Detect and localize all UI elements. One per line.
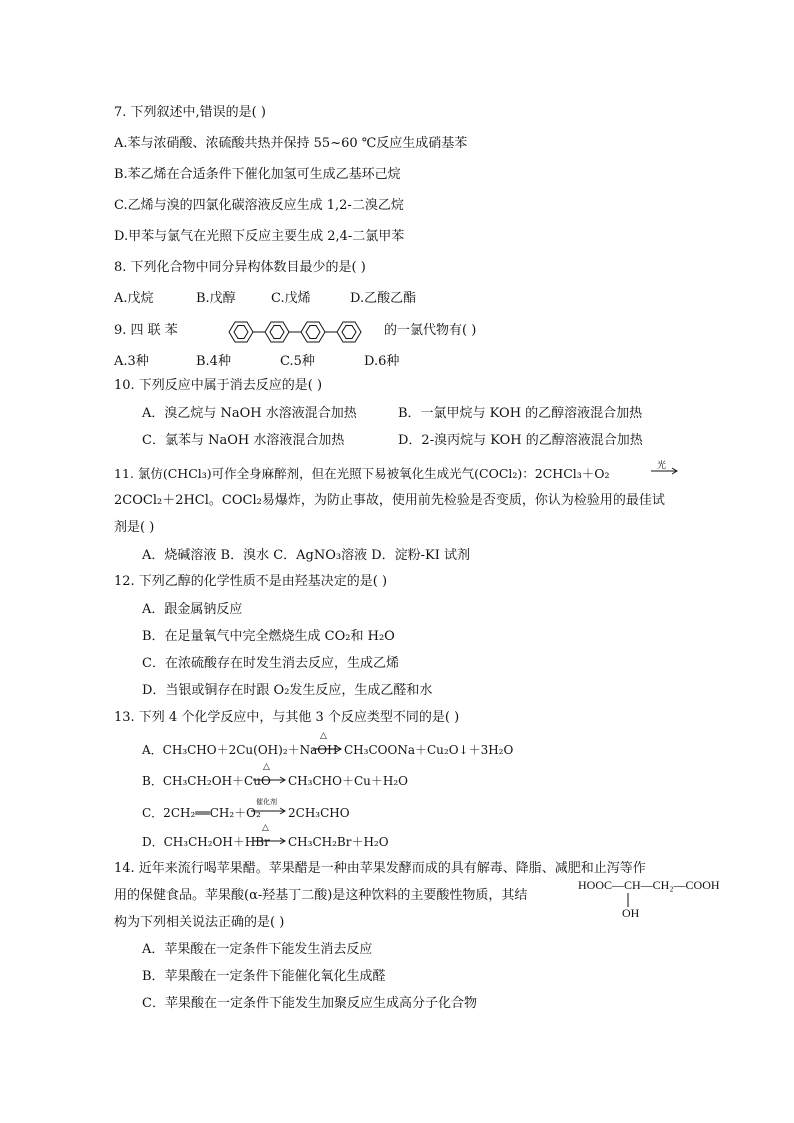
q13-option-b-products: CH₃CHO＋Cu＋H₂O <box>288 774 408 788</box>
q14-line1: 14. 近年来流行喝苹果醋。苹果醋是一种由苹果发酵而成的具有解毒、降脂、减肥和止泻等作 <box>114 861 646 876</box>
q12-stem: 12. 下列乙醇的化学性质不是由羟基决定的是( ) <box>114 574 388 589</box>
q10-option-b: B．一氯甲烷与 KOH 的乙醇溶液混合加热 <box>398 406 643 421</box>
q11-condition: 光 <box>657 461 667 471</box>
reaction-arrow-icon <box>650 466 680 476</box>
q12-option-c: C．在浓硫酸存在时发生消去反应，生成乙烯 <box>142 656 399 671</box>
q12-option-a: A．跟金属钠反应 <box>142 602 243 617</box>
q10-stem: 10. 下列反应中属于消去反应的是( ) <box>114 378 323 393</box>
q14-line2: 用的保健食品。苹果酸(α-羟基丁二酸)是这种饮料的主要酸性物质，其结 <box>114 888 528 903</box>
q13-option-b-reactants: B．CH₃CH₂OH＋CuO <box>142 774 271 788</box>
q9-option-c: C.5种 <box>280 354 315 369</box>
q11-line2: 2COCl₂＋2HCl。COCl₂易爆炸，为防止事故，使用前先检验是否变质，你认为检验用的最佳试 <box>114 493 665 508</box>
q13-stem: 13. 下列 4 个化学反应中，与其他 3 个反应类型不同的是( ) <box>114 710 460 725</box>
q13-option-a-reactants: A．CH₃CHO＋2Cu(OH)₂＋NaOH <box>142 743 338 757</box>
malic-acid-structure: HOOC—CH—CH₂—COOH <box>578 878 720 892</box>
q13-option-a-products: CH₃COONa＋Cu₂O↓＋3H₂O <box>344 743 514 757</box>
q8-option-c: C.戊烯 <box>271 291 311 306</box>
q8-option-d: D.乙酸乙酯 <box>350 291 417 306</box>
q13-option-d-reactants: D．CH₃CH₂OH＋HBr <box>142 835 270 849</box>
q13-option-c-products: 2CH₃CHO <box>288 806 350 820</box>
q8-stem: 8. 下列化合物中同分异构体数目最少的是( ) <box>114 260 366 275</box>
q7-option-d: D.甲苯与氯气在光照下反应主要生成 2,4-二氯甲苯 <box>114 229 405 244</box>
q7-option-b: B.苯乙烯在合适条件下催化加氢可生成乙基环己烷 <box>114 167 401 182</box>
reaction-arrow-icon <box>312 744 344 754</box>
q13-b-condition: △ <box>263 762 270 772</box>
q9-option-a: A.3种 <box>114 354 149 369</box>
q13-a-condition: △ <box>320 731 327 741</box>
q14-option-a: A．苹果酸在一定条件下能发生消去反应 <box>142 942 373 957</box>
q11-line3: 剂是( ) <box>114 520 155 535</box>
q9-option-b: B.4种 <box>196 354 231 369</box>
q10-option-c: C．氯苯与 NaOH 水溶液混合加热 <box>142 433 345 448</box>
reaction-arrow-icon <box>250 806 288 816</box>
q14-option-b: B．苹果酸在一定条件下能催化氧化生成醛 <box>142 969 386 984</box>
q9-option-d: D.6种 <box>364 354 400 369</box>
q11-line1: 11. 氯仿(CHCl₃)可作全身麻醉剂，但在光照下易被氧化生成光气(COCl₂)：2CHCl₃＋O₂ <box>114 466 610 481</box>
bond-line-icon <box>625 893 631 907</box>
q12-option-b: B．在足量氧气中完全燃烧生成 CO₂和 H₂O <box>142 629 395 644</box>
q9-stem-post: 的一氯代物有( ) <box>384 323 477 338</box>
q13-d-condition: △ <box>262 823 269 833</box>
reaction-arrow-icon <box>252 775 288 785</box>
q10-option-a: A．溴乙烷与 NaOH 水溶液混合加热 <box>142 406 357 421</box>
q8-option-a: A.戊烷 <box>114 291 154 306</box>
quaterphenyl-structure <box>225 318 373 346</box>
q13-option-d-products: CH₃CH₂Br＋H₂O <box>288 835 389 849</box>
q13-c-condition: 催化剂 <box>256 798 277 806</box>
q10-option-d: D．2-溴丙烷与 KOH 的乙醇溶液混合加热 <box>398 433 643 448</box>
q7-option-c: C.乙烯与溴的四氯化碳溶液反应生成 1,2-二溴乙烷 <box>114 198 404 213</box>
malic-acid-hydroxyl: OH <box>622 906 640 920</box>
reaction-arrow-icon <box>252 836 288 846</box>
q7-option-a: A.苯与浓硝酸、浓硫酸共热并保持 55~60 ℃反应生成硝基苯 <box>114 136 468 151</box>
q11-options: A．烧碱溶液 B．溴水 C．AgNO₃溶液 D．淀粉-KI 试剂 <box>142 548 471 563</box>
q8-option-b: B.戊醇 <box>196 291 236 306</box>
q7-stem: 7. 下列叙述中,错误的是( ) <box>114 105 266 120</box>
q9-stem-pre: 9. 四 联 苯 <box>114 323 178 338</box>
q13-option-c-reactants: C．2CH₂══CH₂＋O₂ <box>142 806 261 820</box>
q14-line3: 构为下列相关说法正确的是( ) <box>114 915 285 930</box>
q12-option-d: D．当银或铜存在时跟 O₂发生反应，生成乙醛和水 <box>142 683 433 698</box>
q14-option-c: C．苹果酸在一定条件下能发生加聚反应生成高分子化合物 <box>142 996 477 1011</box>
